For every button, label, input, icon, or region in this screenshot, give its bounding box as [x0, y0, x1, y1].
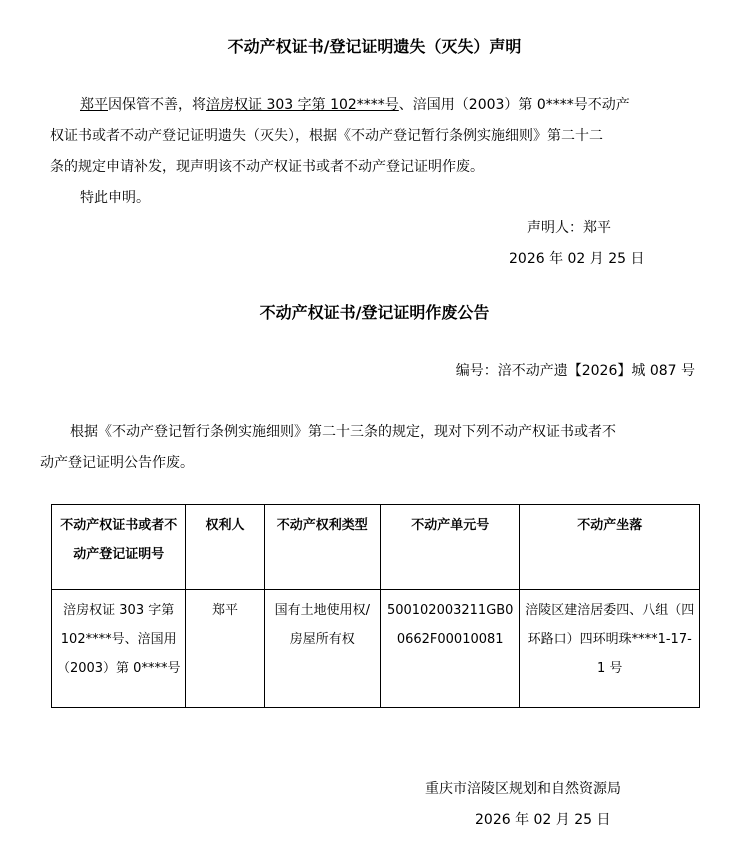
- loss-statement-line-2: 权证书或者不动产登记证明遗失（灭失），根据《不动产登记暂行条例实施细则》第二十二: [50, 128, 603, 144]
- loss-statement-closing: 特此申明。: [80, 190, 150, 206]
- cell-cert-number: 涪房权证 303 字第 102****号、涪国用（2003）第 0****号: [52, 590, 186, 708]
- notice-date: 2026 年 02 月 25 日: [475, 812, 611, 828]
- void-statement-paragraph: [40, 417, 705, 479]
- col-header-unit-number: 不动产单元号: [380, 505, 519, 590]
- cell-unit-number: 500102003211GB00662F00010081: [380, 590, 519, 708]
- issuing-agency: 重庆市涪陵区规划和自然资源局: [425, 781, 621, 797]
- loss-notice-title: 不动产权证书/登记证明遗失（灭失）声明: [227, 37, 522, 56]
- cell-location: 涪陵区建涪居委四、八组（四环路口）四环明珠****1-17-1 号: [520, 590, 700, 708]
- cell-right-type: 国有土地使用权/房屋所有权: [264, 590, 380, 708]
- loss-statement-paragraph: [50, 90, 705, 214]
- declaration-date: 2026 年 02 月 25 日: [509, 251, 645, 267]
- loss-statement-line-3: 条的规定申请补发，现声明该不动产权证书或者不动产登记证明作废。: [50, 159, 484, 175]
- table-row: [52, 590, 700, 708]
- declarant: 声明人：郑平: [527, 220, 611, 236]
- land-cert-number: 涪国用（2003）第 0****号: [412, 97, 588, 113]
- table-header-row: [52, 505, 700, 590]
- void-statement-line-2: 动产登记证明公告作废。: [40, 455, 194, 471]
- owner-name: 郑平: [80, 97, 108, 113]
- col-header-right-type: 不动产权利类型: [264, 505, 380, 590]
- loss-statement-line-1: 郑平因保管不善，将涪房权证 303 字第 102****号、涪国用（2003）第 0****号不动产: [80, 97, 630, 113]
- void-notice-title: 不动产权证书/登记证明作废公告: [259, 303, 490, 322]
- void-statement-line-1: 根据《不动产登记暂行条例实施细则》第二十三条的规定，现对下列不动产权证书或者不: [70, 424, 616, 440]
- document-number: 编号：涪不动产遗【2026】城 087 号: [455, 363, 695, 379]
- col-header-cert-number: 不动产权证书或者不动产登记证明号: [52, 505, 186, 590]
- col-header-holder: 权利人: [186, 505, 264, 590]
- col-header-location: 不动产坐落: [520, 505, 700, 590]
- house-cert-number: 涪房权证 303 字第 102****号: [206, 97, 399, 113]
- cell-holder: 郑平: [186, 590, 264, 708]
- void-certificates-table: [51, 504, 700, 708]
